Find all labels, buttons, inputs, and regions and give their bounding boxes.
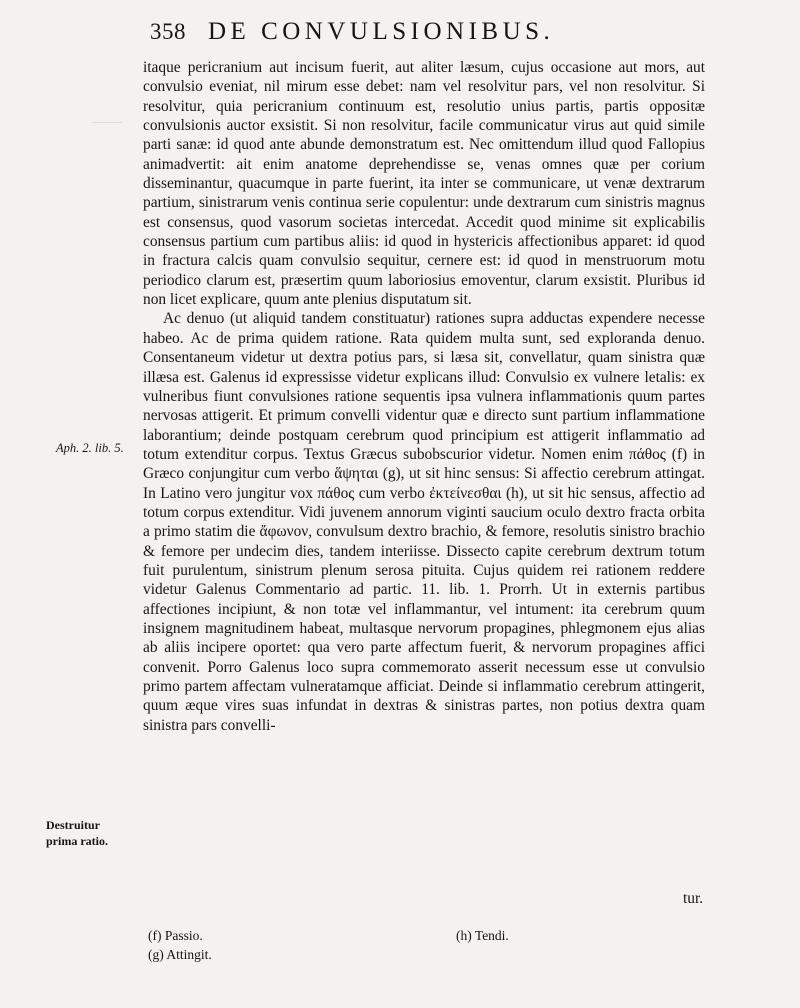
paragraph-2: Ac denuo (ut aliquid tandem constituatur) rationes supra adductas expendere necesse habeo. Ac de prima quidem ratione. Rata quidem multa sunt, sed exploranda denuo. Consentaneum videtur ut dextra potius pars, si læsa sit, convellatur, quam sinistra quæ illæsa est. Galenus id expressisse videtur explicans illud: Convulsio ex vulnere letalis: ex vulneribus fiunt convulsiones ratione sequentis ipsa vulnera inflammationis quum partes nervosas attigerit. Et primum convelli videntur quæ e directo sunt partium inflammatione laborantium; deinde postquam cerebrum quod principium est attigerit inflammatio ad totum extenditur corpus. Textus Græcus subobscurior videtur. Nomen enim πάθος (f) in Græco conjungitur cum verbo ἅψηται (g), ut sit hinc sensus: Si affectio cerebrum attingat. In Latino vero jungitur vox πάθος cum verbo ἐκτείνεσθαι (h), ut sit hic sensus, affectio ad totum corpus extenditur. Vidi juvenem annorum viginti saucium oculo dextro fracta orbita a primo statim die ἄφωνον, convulsum dextro brachio, & femore, resolutis sinistro brachio & femore per undecim dies, tandem interiisse. Dissecto capite cerebrum dextrum totum fuit purulentum, sinistrum plenum serosa pituita. Cujus quidem rei rationem reddere videtur Galenus Commentario ad partic. 11. lib. 1. Prorrh. Ut in externis partibus affectiones incipiunt, & non totæ vel inflammantur, vel intument: ita cerebrum quum insignem magnitudinem habeat, multasque nervorum propagines, phlegmonem ejus alias ab aliis incipere oportet: qua vero parte affectum fuerit, & nervorum propagines affici convenit. Porro Galenus loco supra commemorato asserit necessum esse ut convulsio primo partem affectam vulneratamque afficiat. Deinde si inflammatio cerebrum attingerit, quum æque vires suas infundat in dextras & sinistras partes, non potius dextra quam sinistra pars convelli- — [143, 310, 705, 734]
footnote-text: Attingit. — [166, 947, 212, 962]
margin-note-reference: Aph. 2. lib. 5. — [56, 441, 124, 455]
footnote-h — [456, 926, 606, 945]
catchword: tur. — [683, 890, 704, 907]
footnote-marker: (f) — [148, 928, 162, 943]
footnote-g — [148, 945, 348, 964]
bleed-through-mark — [92, 122, 122, 131]
main-text — [143, 58, 705, 735]
margin-note-prima-ratio: prima ratio. — [46, 834, 108, 848]
footnotes-left-column — [148, 926, 348, 964]
footnote-marker: (h) — [456, 928, 472, 943]
page-number: 358 — [150, 19, 186, 44]
footnote-marker: (g) — [148, 947, 164, 962]
running-title: DE CONVULSIONIBUS. — [208, 18, 555, 45]
paragraph-1: itaque pericranium aut incisum fuerit, aut aliter læsum, cujus occasione aut mors, aut convulsio eveniat, nil mirum esse debet: nam vel resolvitur pars, vel non resolvitur. Si resolvitur, quia pericranium continuum est, resolutio unius partis, partis oppositæ convulsionis auctor exsistit. Si non resolvitur, facile communicatur virus aut quid simile parti sanæ: id quod ante abunde demonstratum est. Nec omittendum illud quod Fallopius animadvertit: ait enim anatome deprehendisse se, venas omnes quæ per corium disseminantur, quacumque in parte fuerint, ita inter se communicare, ut venæ dextrarum partium, sinistrarum venis continua serie copulentur: unde dextrarum cum sinistris magnus est consensus, quod vasorum societas intercedat. Accedit quod minime sit explicabilis consensus partium cum partibus aliis: id quod in hystericis affectionibus apparet: id quod in fractura calcis quam convulsio sequitur, cernere est: id quod in menstruorum motu periodico clarum est, præsertim quum laboriosius emoventur, clarum exsistit. Pluribus id non licet explicare, quum ante plenius disputatum sit. — [143, 59, 705, 309]
footnote-f — [148, 926, 348, 945]
page-header — [150, 18, 640, 46]
footnote-text: Tendi. — [474, 928, 509, 943]
footnote-text: Passio. — [164, 928, 203, 943]
footnotes-right-column — [456, 926, 606, 945]
margin-note-destruitur: Destruitur — [46, 818, 100, 832]
